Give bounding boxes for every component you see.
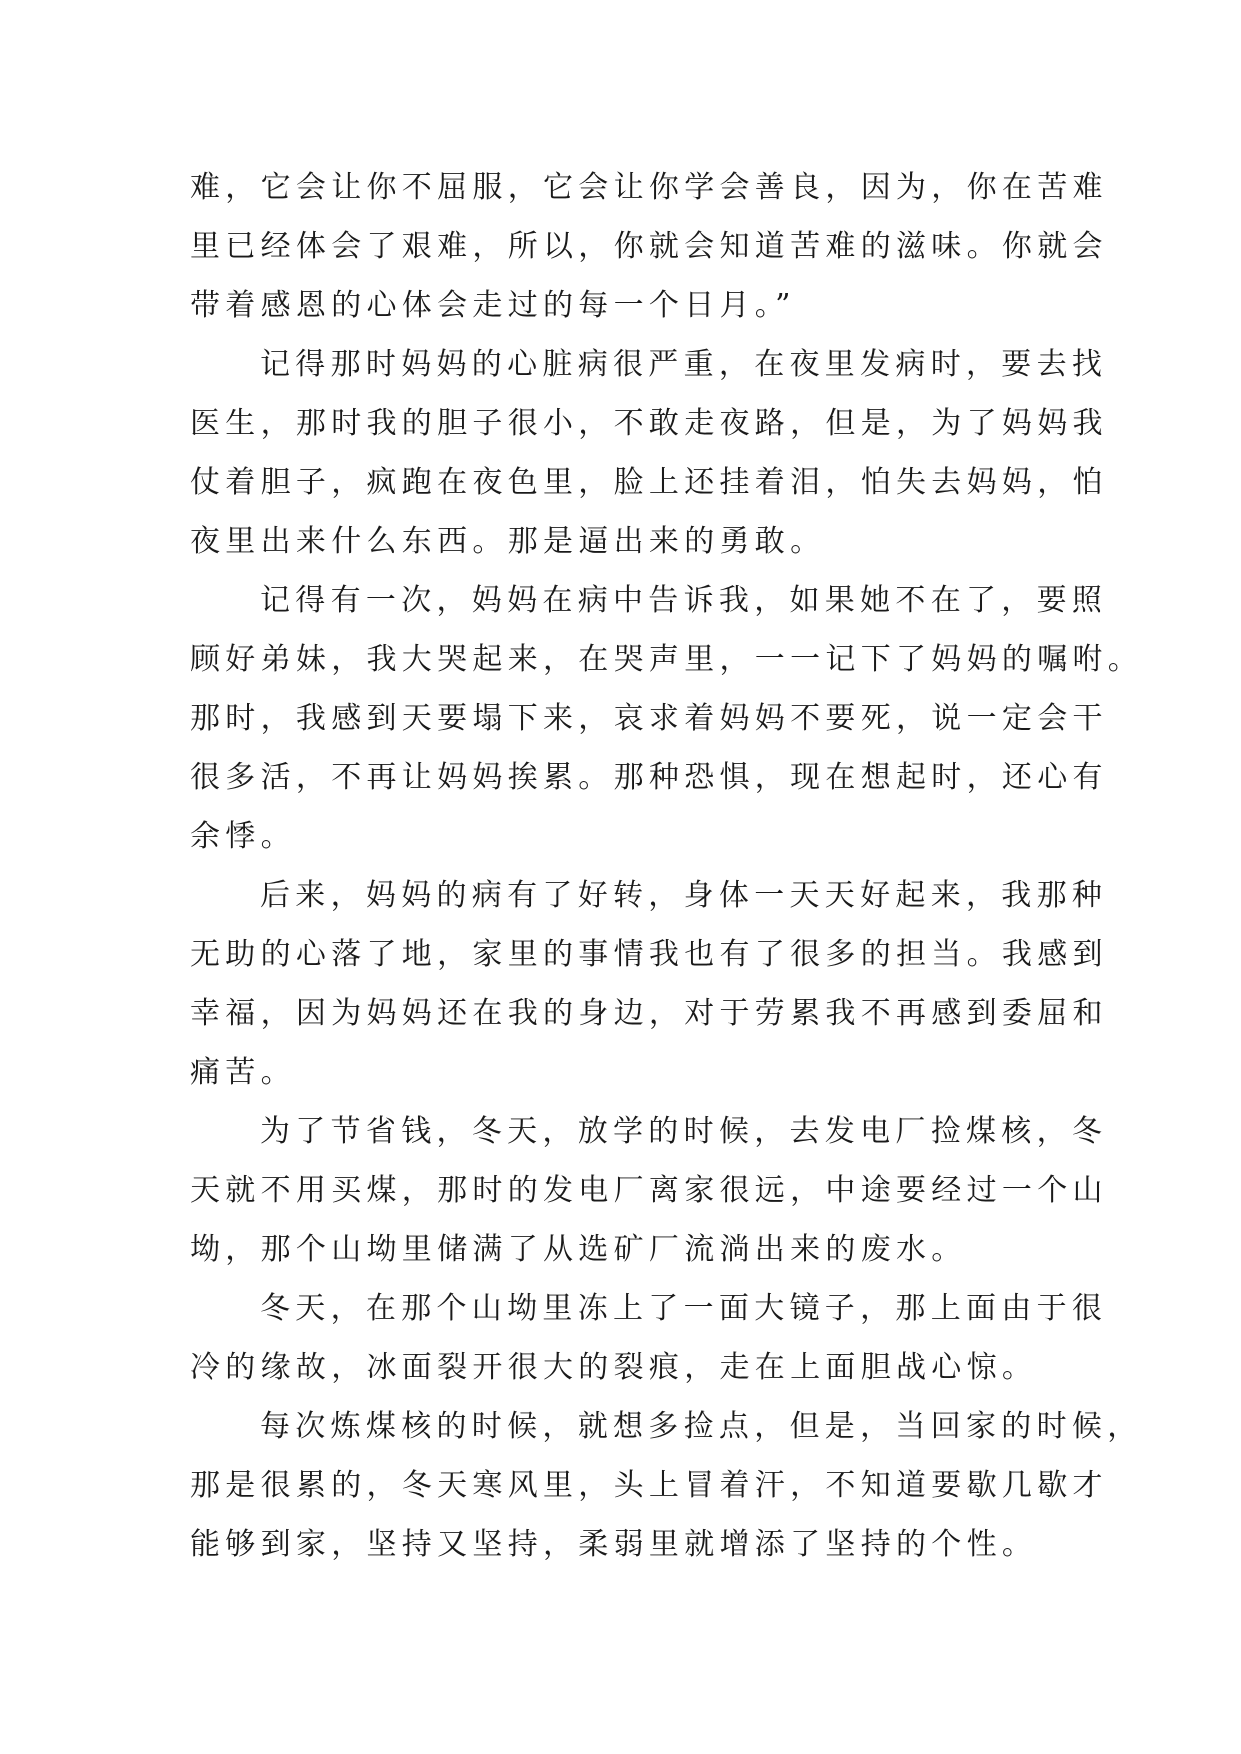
document-body	[190, 158, 1144, 1574]
paragraph-line: 天就不用买煤，那时的发电厂离家很远，中途要经过一个山	[190, 1173, 1108, 1208]
paragraph	[190, 1279, 1108, 1397]
paragraph	[190, 866, 1108, 1102]
paragraph-line: 余悸。	[190, 819, 296, 854]
paragraph-line: 幸福，因为妈妈还在我的身边，对于劳累我不再感到委屈和	[190, 996, 1108, 1031]
paragraph-line: 仗着胆子，疯跑在夜色里，脸上还挂着泪，怕失去妈妈，怕	[190, 465, 1108, 500]
paragraph-line: 夜里出来什么东西。那是逼出来的勇敢。	[190, 524, 826, 559]
paragraph-line: 每次炼煤核的时候，就想多捡点，但是，当回家的时候，	[260, 1409, 1143, 1444]
paragraph-line: 能够到家，坚持又坚持，柔弱里就增添了坚持的个性。	[190, 1527, 1038, 1562]
paragraph-line: 冬天，在那个山坳里冻上了一面大镜子，那上面由于很	[260, 1291, 1108, 1326]
paragraph	[190, 335, 1108, 571]
paragraph-line: 痛苦。	[190, 1055, 296, 1090]
paragraph-line: 为了节省钱，冬天，放学的时候，去发电厂捡煤核，冬	[260, 1114, 1108, 1149]
paragraph-line: 记得有一次，妈妈在病中告诉我，如果她不在了，要照	[260, 583, 1108, 618]
paragraph	[190, 1397, 1143, 1574]
paragraph-line: 很多活，不再让妈妈挨累。那种恐惧，现在想起时，还心有	[190, 760, 1108, 795]
paragraph-line: 那是很累的，冬天寒风里，头上冒着汗，不知道要歇几歇才	[190, 1468, 1108, 1503]
paragraph-line: 冷的缘故，冰面裂开很大的裂痕，走在上面胆战心惊。	[190, 1350, 1038, 1385]
paragraph-line: 记得那时妈妈的心脏病很严重，在夜里发病时，要去找	[260, 347, 1108, 382]
paragraph-line: 顾好弟妹，我大哭起来，在哭声里，一一记下了妈妈的嘱咐。	[190, 642, 1144, 677]
paragraph-line: 后来，妈妈的病有了好转，身体一天天好起来，我那种	[260, 878, 1108, 913]
paragraph-line: 那时，我感到天要塌下来，哀求着妈妈不要死，说一定会干	[190, 701, 1108, 736]
paragraph-line: 医生，那时我的胆子很小，不敢走夜路，但是，为了妈妈我	[190, 406, 1108, 441]
paragraph-line: 里已经体会了艰难，所以，你就会知道苦难的滋味。你就会	[190, 229, 1108, 264]
paragraph	[190, 158, 1108, 335]
paragraph	[190, 1102, 1108, 1279]
paragraph-line: 坳，那个山坳里储满了从选矿厂流淌出来的废水。	[190, 1232, 967, 1267]
paragraph	[190, 571, 1144, 866]
paragraph-line: 带着感恩的心体会走过的每一个日月。”	[190, 288, 796, 323]
paragraph-line: 无助的心落了地，家里的事情我也有了很多的担当。我感到	[190, 937, 1108, 972]
paragraph-line: 难，它会让你不屈服，它会让你学会善良，因为，你在苦难	[190, 170, 1108, 205]
